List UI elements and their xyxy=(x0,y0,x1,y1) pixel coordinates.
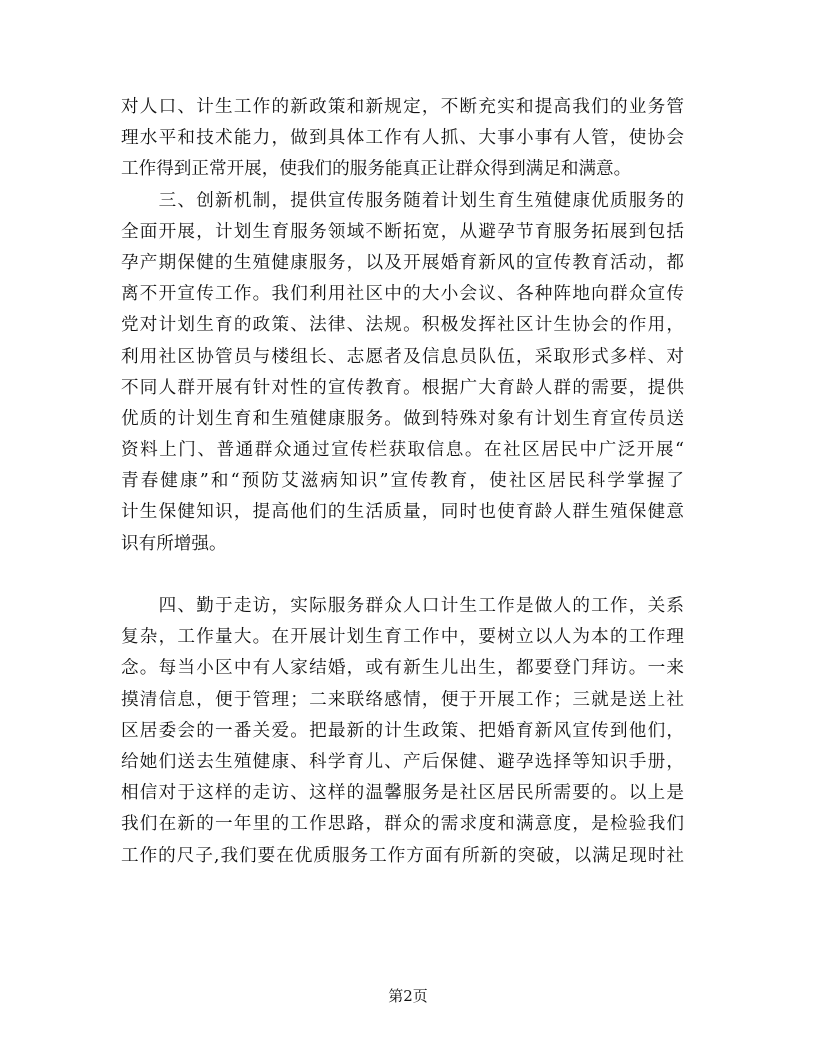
text-line: 给她们送去生殖健康、科学育儿、产后保健、避孕选择等知识手册， xyxy=(121,751,684,772)
text-line: 区居委会的一番关爱。把最新的计生政策、把婚育新风宣传到他们， xyxy=(121,720,684,741)
text-line: 资料上门、普通群众通过宣传栏获取信息。在社区居民中广泛开展“ xyxy=(121,440,684,461)
text-line: 摸清信息，便于管理；二来联络感情，便于开展工作；三就是送上社 xyxy=(121,689,684,710)
text-line: 利用社区协管员与楼组长、志愿者及信息员队伍，采取形式多样、对 xyxy=(121,346,684,367)
text-line: 青春健康”和“预防艾滋病知识”宣传教育，使社区居民科学掌握了 xyxy=(121,471,684,492)
page-number: 第2页 xyxy=(388,987,428,1005)
text-line: 全面开展，计划生育服务领域不断拓宽，从避孕节育服务拓展到包括 xyxy=(121,221,684,242)
text-line: 理水平和技术能力，做到具体工作有人抓、大事小事有人管，使协会 xyxy=(121,128,684,149)
text-line: 相信对于这样的走访、这样的温馨服务是社区居民所需要的。以上是 xyxy=(121,783,684,804)
text-line: 离不开宣传工作。我们利用社区中的大小会议、各种阵地向群众宣传 xyxy=(121,284,684,305)
text-line: 优质的计划生育和生殖健康服务。做到特殊对象有计划生育宣传员送 xyxy=(121,408,684,429)
text-line: 复杂，工作量大。在开展计划生育工作中，要树立以人为本的工作理 xyxy=(121,627,684,648)
text-line: 念。每当小区中有人家结婚，或有新生儿出生，都要登门拜访。一来 xyxy=(121,658,684,679)
text-line: 我们在新的一年里的工作思路，群众的需求度和满意度，是检验我们 xyxy=(121,814,684,835)
document-body xyxy=(121,92,684,872)
paragraph-gap xyxy=(121,560,684,591)
text-line: 孕产期保健的生殖健康服务，以及开展婚育新风的宣传教育活动，都 xyxy=(121,252,684,273)
text-line: 四、勤于走访，实际服务群众人口计生工作是做人的工作，关系 xyxy=(121,596,684,616)
text-line: 三、创新机制，提供宣传服务随着计划生育生殖健康优质服务的 xyxy=(121,190,684,211)
text-line: 工作得到正常开展，使我们的服务能真正让群众得到满足和满意。 xyxy=(121,159,632,180)
text-line: 不同人群开展有针对性的宣传教育。根据广大育龄人群的需要，提供 xyxy=(121,377,684,398)
text-line: 对人口、计生工作的新政策和新规定，不断充实和提高我们的业务管 xyxy=(121,97,684,117)
text-line: 党对计划生育的政策、法律、法规。积极发挥社区计生协会的作用， xyxy=(121,315,684,336)
text-line: 计生保健知识，提高他们的生活质量，同时也使育龄人群生殖保健意 xyxy=(121,502,684,523)
text-line: 工作的尺子,我们要在优质服务工作方面有所新的突破，以满足现时社 xyxy=(121,845,684,866)
text-line: 识有所增强。 xyxy=(121,533,227,554)
